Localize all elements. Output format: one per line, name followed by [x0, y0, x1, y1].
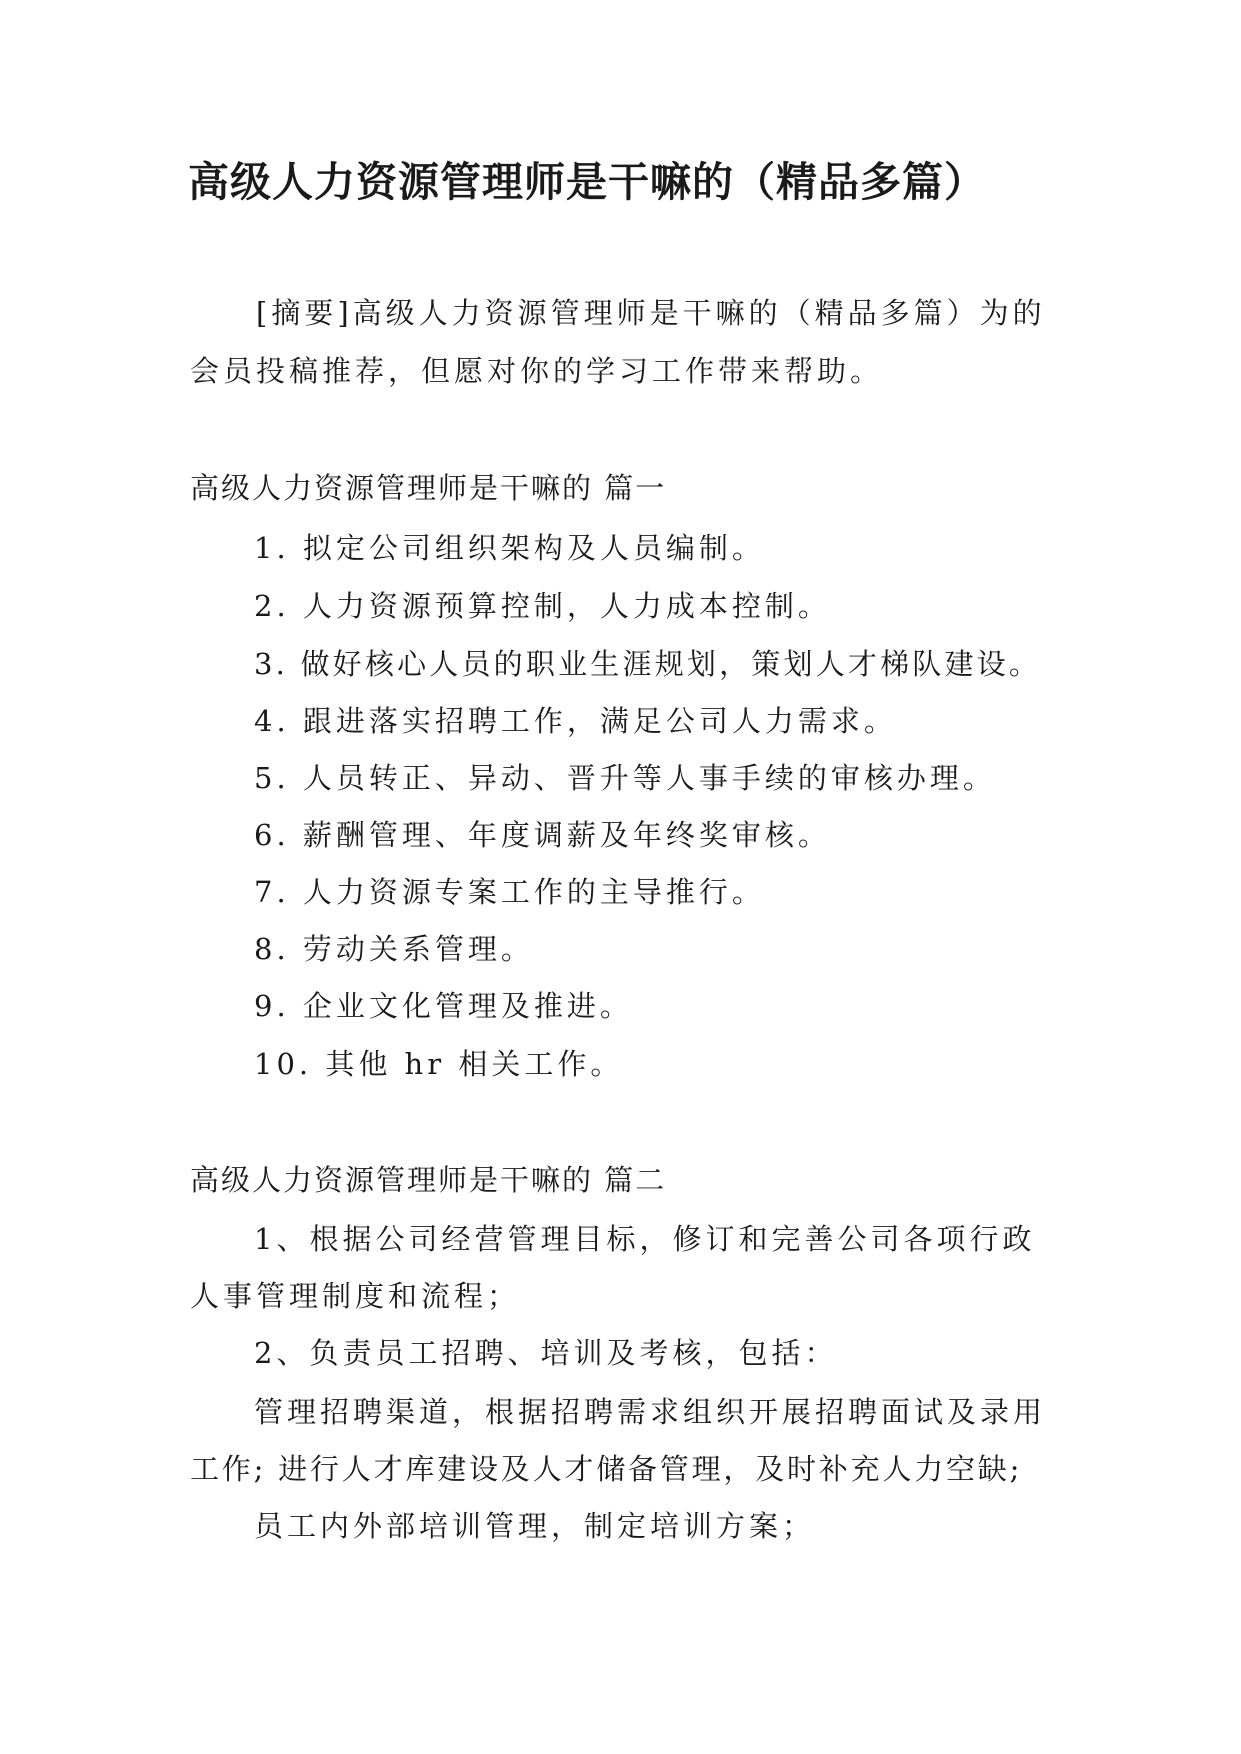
- section-2-paragraph-2: 2、负责员工招聘、培训及考核，包括：: [254, 1336, 838, 1370]
- section-2-paragraph-4: 员工内外部培训管理，制定培训方案；: [254, 1509, 816, 1543]
- section-2-paragraph-1-line-1: 1、根据公司经营管理目标，修订和完善公司各项行政: [254, 1222, 1036, 1256]
- section-2-paragraph-1-line-2: 人事管理制度和流程；: [190, 1279, 521, 1313]
- section-1-heading: 高级人力资源管理师是干嘛的 篇一: [190, 471, 667, 505]
- section-1-item: 4. 跟进落实招聘工作，满足公司人力需求。: [254, 704, 897, 738]
- section-1-item: 10. 其他 hr 相关工作。: [254, 1047, 624, 1081]
- document-title: 高级人力资源管理师是干嘛的（精品多篇）: [188, 158, 986, 206]
- section-1-item: 8. 劳动关系管理。: [254, 932, 534, 966]
- section-2-heading: 高级人力资源管理师是干嘛的 篇二: [190, 1163, 667, 1197]
- section-1-item: 6. 薪酬管理、年度调薪及年终奖审核。: [254, 818, 831, 852]
- section-1-item: 5. 人员转正、异动、晋升等人事手续的审核办理。: [254, 761, 996, 795]
- section-1-item: 7. 人力资源专案工作的主导推行。: [254, 875, 765, 909]
- section-1-item: 9. 企业文化管理及推进。: [254, 989, 633, 1023]
- section-2-paragraph-3-line-1: 管理招聘渠道，根据招聘需求组织开展招聘面试及录用: [254, 1395, 1047, 1429]
- section-1-item: 2. 人力资源预算控制，人力成本控制。: [254, 589, 831, 623]
- section-1-item: 3. 做好核心人员的职业生涯规划，策划人才梯队建设。: [254, 647, 1042, 681]
- section-1-item: 1. 拟定公司组织架构及人员编制。: [254, 531, 765, 565]
- abstract-line-1: [摘要]高级人力资源管理师是干嘛的（精品多篇）为的: [256, 296, 1046, 330]
- section-2-paragraph-3-line-2: 工作; 进行人才库建设及人才储备管理，及时补充人力空缺;: [190, 1452, 1023, 1486]
- abstract-line-2: 会员投稿推荐，但愿对你的学习工作带来帮助。: [190, 354, 884, 388]
